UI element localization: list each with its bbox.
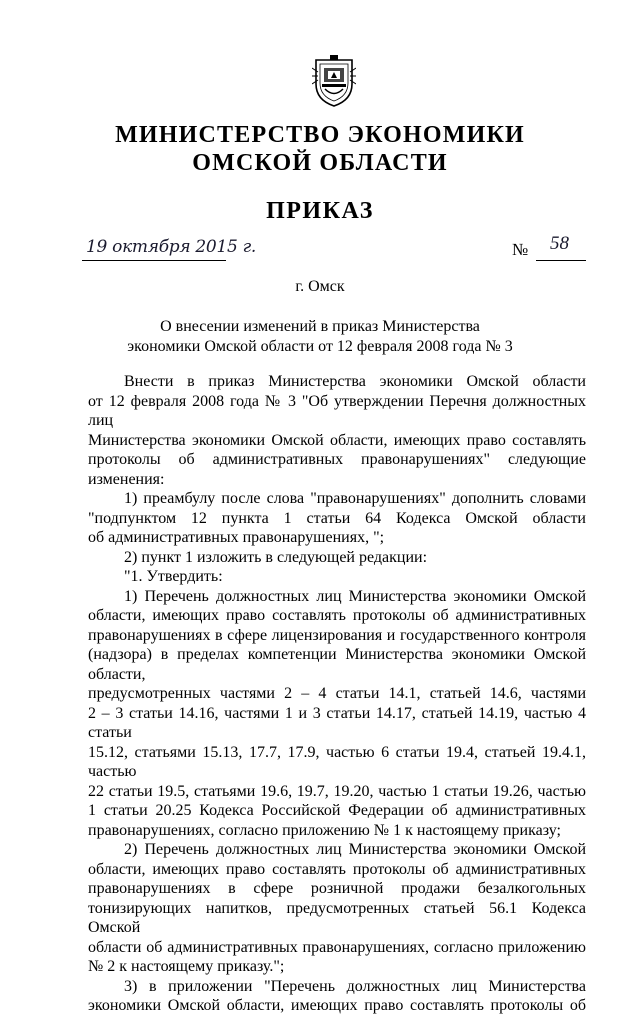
number-label: № xyxy=(512,240,529,259)
body-line: 22 статьи 19.5, статьями 19.6, 19.7, 19.20, частью 1 статьи 19.26, частью xyxy=(88,782,586,800)
body-line: 2) Перечень должностных лиц Министерства экономики Омской xyxy=(124,841,586,858)
body-line: протоколы об административных правонарушениях" следующие изменения: xyxy=(88,451,586,488)
body-line: Внести в приказ Министерства экономики Омской области xyxy=(124,373,586,390)
body-line: 1) преамбулу после слова "правонарушениях" дополнить словами xyxy=(124,490,586,507)
body-line: № 2 к настоящему приказу."; xyxy=(88,958,285,975)
body-line: правонарушениях в сфере лицензирования и государственного контроля xyxy=(88,626,586,644)
document-body xyxy=(88,372,586,1016)
body-line: тонизирующих напитков, предусмотренных статьей 56.1 Кодекса Омской xyxy=(88,899,586,936)
body-line: 15.12, статьями 15.13, 17.7, 17.9, частью 6 статьи 19.4, статьей 19.4.1, частью xyxy=(88,743,586,780)
body-line: 2 – 3 статьи 14.16, частями 1 и 3 статьи 14.17, статьей 14.19, частью 4 статьи xyxy=(88,704,586,741)
body-line: 1) Перечень должностных лиц Министерства экономики Омской xyxy=(124,587,586,605)
body-line: области, имеющих право составлять протоколы об административных xyxy=(88,607,586,624)
body-line: экономики Омской области, имеющих право составлять протоколы об xyxy=(88,997,586,1014)
body-line: области об административных правонарушениях, согласно приложению xyxy=(88,938,586,956)
handwritten-date: 19 октября 2015 г. xyxy=(86,237,256,257)
body-line: правонарушениях, согласно приложению № 1 к настоящему приказу; xyxy=(88,821,561,839)
ministry-name-line1: МИНИСТЕРСТВО ЭКОНОМИКИ xyxy=(115,122,525,148)
body-line: правонарушениях в сфере розничной продажи безалкогольных xyxy=(88,880,586,897)
body-line: (надзора) в пределах компетенции Министерства экономики Омской области, xyxy=(88,646,586,683)
body-line: 1 статьи 20.25 Кодекса Российской Федерации об административных xyxy=(88,802,586,819)
subject-line-2: экономики Омской области от 12 февраля 2008 года № 3 xyxy=(127,338,513,355)
handwritten-number: 58 xyxy=(550,233,569,254)
body-line: "подпунктом 12 пункта 1 статьи 64 Кодекса Омской области xyxy=(88,509,586,527)
subject-line-1: О внесении изменений в приказ Министерства xyxy=(160,318,480,335)
body-line: области, имеющих право составлять протоколы об административных xyxy=(88,860,586,878)
body-line: Министерства экономики Омской области, имеющих право составлять xyxy=(88,431,586,449)
ministry-name-line2: ОМСКОЙ ОБЛАСТИ xyxy=(192,150,448,176)
document-type-title: ПРИКАЗ xyxy=(266,198,374,224)
body-line: предусмотренных частями 2 – 4 статьи 14.1, статьей 14.6, частями xyxy=(88,685,586,702)
body-line: от 12 февраля 2008 года № 3 "Об утверждении Перечня должностных лиц xyxy=(88,392,586,429)
body-line: об административных правонарушениях, "; xyxy=(88,529,385,546)
body-line: "1. Утвердить: xyxy=(124,568,223,585)
body-line: 2) пункт 1 изложить в следующей редакции: xyxy=(124,548,428,566)
body-line: 3) в приложении "Перечень должностных лиц Министерства xyxy=(124,977,586,995)
city-name: г. Омск xyxy=(295,278,345,295)
coat-of-arms-emblem xyxy=(312,54,356,108)
